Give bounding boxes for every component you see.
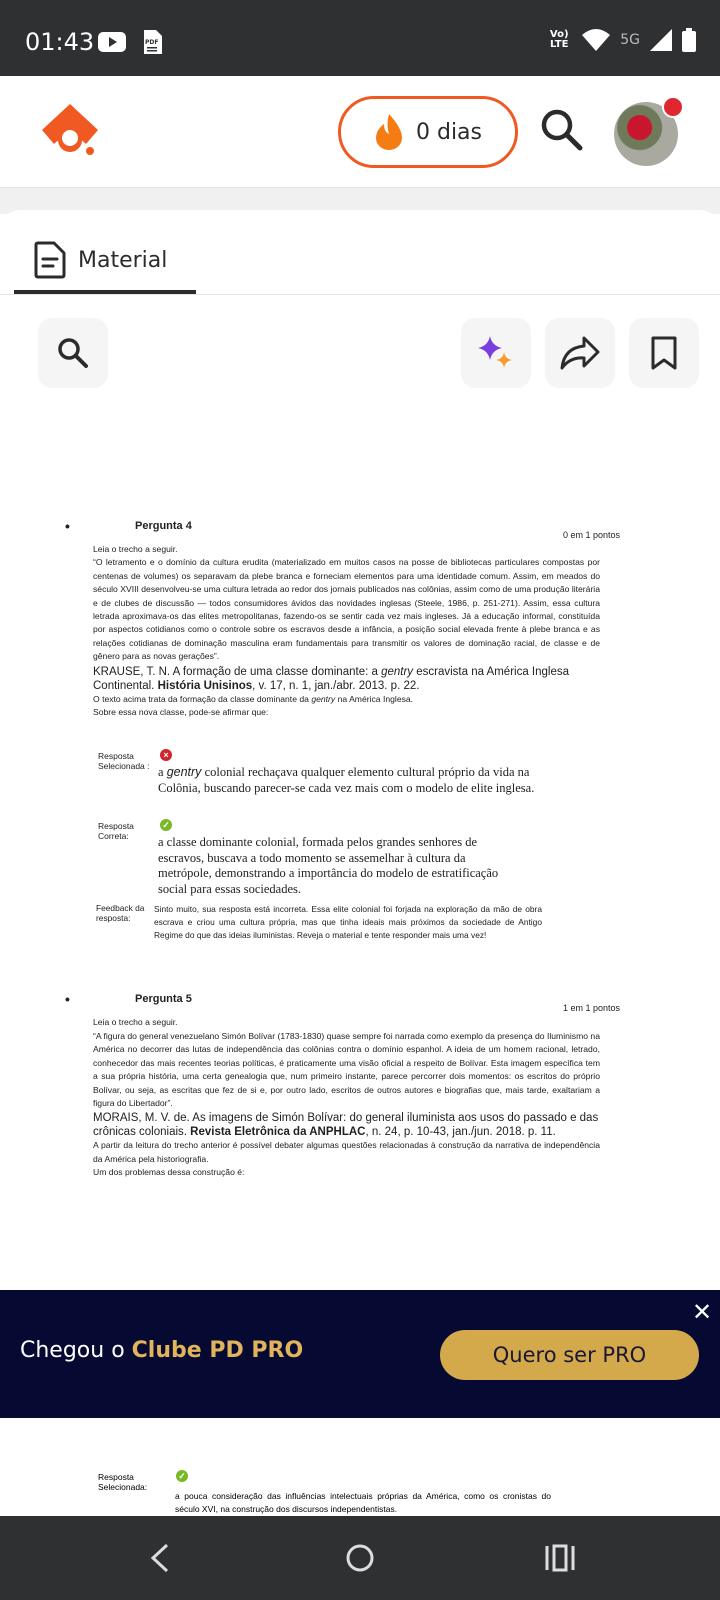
document-page bbox=[60, 520, 620, 1180]
home-button[interactable] bbox=[340, 1538, 380, 1578]
question-title: • Pergunta 5 bbox=[60, 993, 600, 1005]
question-prompt: Sobre essa nova classe, pode-se afirmar que: bbox=[93, 707, 269, 718]
tab-divider bbox=[0, 294, 720, 295]
wifi-icon bbox=[582, 29, 610, 51]
question-citation: KRAUSE, T. N. A formação de uma classe dominante: a gentry escravista na América Inglesa Continental. História Unisinos, v. 17, n. 1, jan./abr. 2013. p. 22. bbox=[93, 665, 570, 692]
question-prompt: Um dos problemas dessa construção é: bbox=[93, 1167, 245, 1178]
correct-answer-row bbox=[96, 819, 600, 903]
home-icon bbox=[344, 1542, 376, 1574]
svg-text:PDF: PDF bbox=[145, 39, 159, 46]
selected-answer-label: Resposta Selecionada: bbox=[98, 1472, 148, 1492]
signal-icon bbox=[650, 29, 672, 51]
battery-icon bbox=[682, 28, 696, 52]
question-intro: Leia o trecho a seguir. bbox=[93, 1017, 178, 1028]
network-label: Vo) LTE bbox=[549, 29, 569, 50]
question-citation: MORAIS, M. V. de. As imagens de Simón Bolívar: do general iluminista aos usos do passado e das crônicas coloniais. Revista Eletrônica da ANPHLAC, n. 24, p. 10-43, jan./jun. 2018. p. 11. bbox=[93, 1112, 599, 1139]
close-icon[interactable]: ✕ bbox=[692, 1298, 713, 1326]
selected-answer-row bbox=[96, 749, 600, 819]
document-page-continued bbox=[96, 1470, 556, 1514]
wrong-icon: × bbox=[160, 749, 172, 761]
back-icon bbox=[149, 1543, 171, 1573]
check-icon: ✓ bbox=[176, 1470, 188, 1482]
share-button[interactable] bbox=[545, 318, 615, 388]
correct-answer-text: a classe dominante colonial, formada pelos grandes senhores de escravos, buscava a todo momento se assemelhar à cultura da metrópole, demonstrando a importância do modelo de estratificação social para essas sociedades. bbox=[158, 835, 499, 896]
promo-banner bbox=[0, 1290, 720, 1418]
youtube-icon bbox=[98, 32, 126, 52]
pro-signup-button[interactable]: Quero ser PRO bbox=[440, 1330, 699, 1380]
share-icon bbox=[560, 336, 600, 370]
pdf-icon bbox=[142, 30, 162, 54]
selected-answer-label: Resposta Selecionada : bbox=[98, 751, 150, 772]
recents-button[interactable] bbox=[540, 1538, 580, 1578]
check-icon: ✓ bbox=[160, 819, 172, 831]
question-points: 0 em 1 pontos bbox=[562, 530, 620, 540]
recents-icon bbox=[545, 1544, 575, 1572]
question-statement: O texto acima trata da formação da classe dominante da gentry na América Inglesa. bbox=[93, 693, 414, 704]
streak-button[interactable] bbox=[338, 96, 518, 168]
flame-icon bbox=[374, 114, 404, 150]
doc-search-button[interactable] bbox=[38, 318, 108, 388]
question-intro: Leia o trecho a seguir. bbox=[93, 544, 178, 554]
selected-answer-text: a pouca consideração das influências intelectuais próprias da América, como os cronistas do século XVI, na construção dos discursos independentistas. bbox=[175, 1491, 551, 1514]
feedback-text: Sinto muito, sua resposta está incorreta. Essa elite colonial foi forjada na exploração da mão de obra escrava e criou uma cultura própria, mas que tinha ideais mais próximos da sociedade de Antigo Regime do que das ideias iluministas. Reveja o material e tente responder mais uma vez! bbox=[154, 904, 542, 941]
ai-assistant-button[interactable] bbox=[461, 318, 531, 388]
system-nav-bar bbox=[0, 1516, 720, 1600]
header-search-button[interactable] bbox=[540, 108, 584, 156]
app-header bbox=[0, 76, 720, 188]
bookmark-icon bbox=[650, 336, 678, 370]
correct-answer-label: Resposta Correta: bbox=[98, 821, 134, 842]
document-icon bbox=[34, 241, 66, 279]
tab-label: Material bbox=[78, 247, 168, 273]
status-bar bbox=[0, 0, 720, 76]
search-icon bbox=[540, 108, 584, 152]
tab-material[interactable] bbox=[14, 230, 196, 294]
back-button[interactable] bbox=[140, 1538, 180, 1578]
selected-answer-text: a gentry colonial rechaçava qualquer elemento cultural próprio da vida na Colônia, buscando parecer-se cada vez mais com o modelo de elite inglesa. bbox=[158, 765, 535, 795]
feedback-row bbox=[96, 903, 600, 993]
question-points: 1 em 1 pontos bbox=[562, 1003, 620, 1014]
search-icon bbox=[57, 337, 89, 369]
ai-sparkle-icon bbox=[476, 334, 516, 372]
question-quote: “O letramento e o domínio da cultura erudita (materializado em muitos casos na posse de bibliotecas particulares compostas por centenas de volumes) os separavam da plebe branca e forneciam elementos para uma identidade comum. Assim, em meados do século XVIII desenvolveu-se uma cultura letrada ao redor dos jornais publicados nas colônias, assim como de uma produção literária e de clubes de discussão — todos consumidores ávidos das novidades inglesas (Steele, 1986, p. 251-271). Assim, essa cultura letrada aproximava-os das elites metropolitanas, fazendo-os se sentir cada vez mais ingleses. Já a educação informal, constituída por aspectos cotidianos como o controle sobre os escravos desde a infância, a posição social elevada frente à plebe branca e as relações cotidianas de dominação masculina eram fundamentais para transmitir os valores de dominação racial, de classe e de gênero para as novas gerações”. bbox=[93, 557, 600, 662]
streak-label: 0 dias bbox=[415, 119, 482, 145]
question-statement: A partir da leitura do trecho anterior é possível debater algumas questões relacionadas à construção da narrativa de independência da América pela historiografia. bbox=[93, 1140, 600, 1164]
question-quote: “A figura do general venezuelano Simón Bolívar (1783-1830) quase sempre foi narrada como exemplo da presença do Iluminismo na América no decorrer das lutas de independência das colônias contra o domínio espanhol. A ideia de um homem racional, letrado, conhecedor das mais recentes teorias políticas, é praticamente uma visão oficial a respeito de Bolívar. Esta imagem específica tem a sua própria história, uma certa genealogia que, num primeiro instante, parece percorrer dois momentos: os escritos do próprio Bolívar, ou seja, as escritas que fez de si e, por outro lado, escritos de outros autores e biografias que, mais tarde, exaltariam a figura do Libertador”. bbox=[93, 1030, 600, 1108]
feedback-label: Feedback da resposta: bbox=[96, 903, 145, 924]
bookmark-button[interactable] bbox=[629, 318, 699, 388]
notification-dot bbox=[662, 96, 684, 118]
selected-answer-row bbox=[96, 1470, 556, 1514]
logo-icon[interactable] bbox=[40, 104, 100, 160]
status-time: 01:43 bbox=[25, 28, 95, 56]
promo-text: Chegou o Clube PD PRO bbox=[20, 1338, 304, 1363]
question-title: • Pergunta 4 bbox=[60, 520, 600, 532]
network-type: 5G bbox=[620, 32, 640, 48]
